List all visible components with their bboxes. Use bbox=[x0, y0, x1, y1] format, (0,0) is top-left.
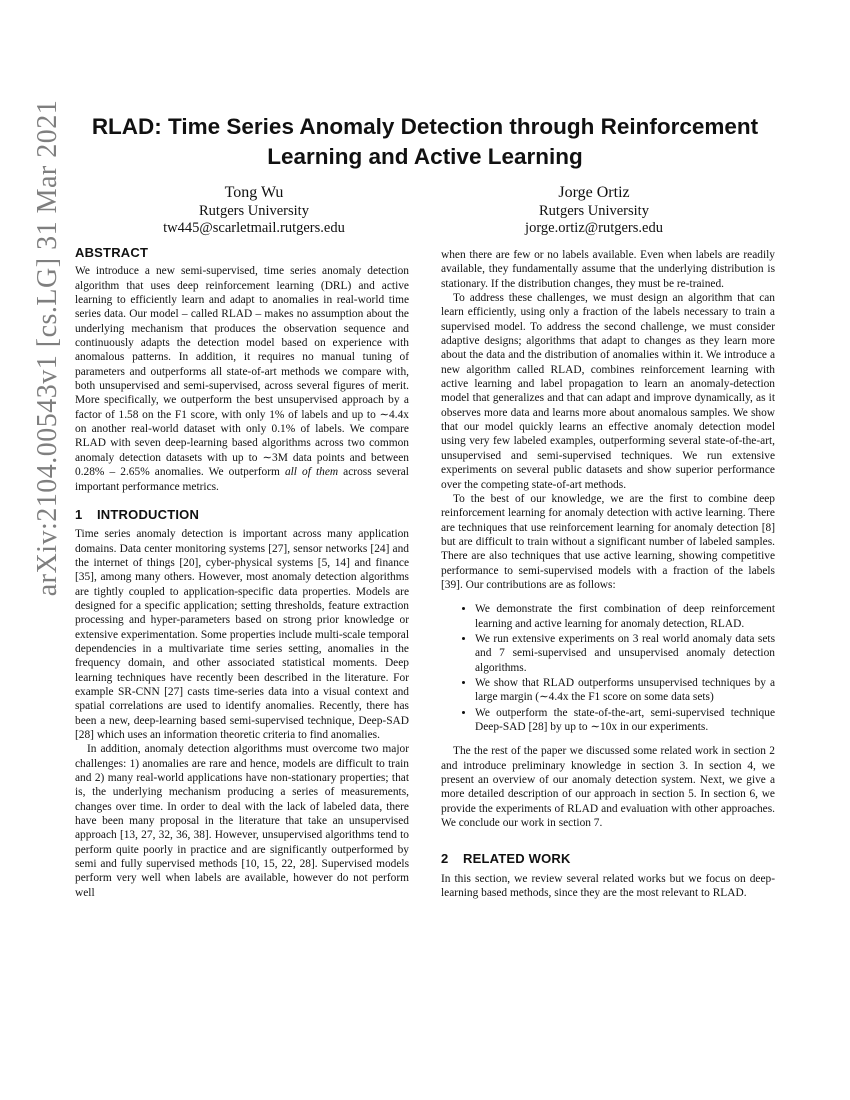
author-block-2 bbox=[444, 183, 744, 237]
introduction-heading bbox=[75, 508, 409, 522]
related-work-heading bbox=[441, 852, 775, 866]
list-item: • We show that RLAD outperforms unsupervised techniques by a large margin (∼4.4x the F1 score on some data sets) bbox=[475, 676, 775, 705]
author-name: Tong Wu bbox=[224, 184, 284, 201]
left-column bbox=[75, 246, 409, 900]
section-title: RELATED WORK bbox=[463, 851, 571, 867]
intro-paragraph-5: The the rest of the paper we discussed some related work in section 2 and introduce preliminary knowledge in section 3. In section 4, we present an overview of our anomaly detection system. Next, we give a more detailed description of our approach in section 5. In section 6, we provide the experiments of RLAD and evaluation with other approaches. We conclude our work in section 7. bbox=[441, 745, 775, 830]
contributions-list bbox=[441, 602, 775, 734]
abstract-text-end: across several important performance metrics. bbox=[75, 466, 409, 493]
abstract-text bbox=[75, 264, 409, 494]
title-line-2: Learning and Active Learning bbox=[267, 144, 583, 169]
intro-paragraph-3: To address these challenges, we must design an algorithm that can learn efficiently, using only a fraction of the labels necessary to train a supervised model. To address the second challenge, we must consider adaptive designs; algorithms that adapt to changes as they learn more about the data and the distribution of anomalies within it. We introduce a new algorithm called RLAD, combines reinforcement learning with active learning and label propagation to learn an anomaly-detection model that generalizes and that can adapt and improve dynamically, as it observes more data and learns more about anomalous samples. We show that our model quickly learns an effective anomaly detection model using very few labeled examples, outperforming several state-of-the-art, unsupervised and semi-supervised techniques. We run extensive experiments on several public datasets and show superior performance over the competing state-of-art methods. bbox=[441, 292, 775, 491]
author-email: jorge.ortiz@rutgers.edu bbox=[525, 220, 663, 236]
abstract-text-emphasis: all of them bbox=[284, 466, 339, 479]
paper-title bbox=[60, 112, 790, 172]
abstract-text-main: We introduce a new semi-supervised, time series anomaly detection algorithm that uses deep reinforcement learning (DRL) and active learning to efficiently learn and adapt to anomalies in real-world time series data. Our model – called RLAD – makes no assumption about the underlying mechanism that produces the observation sequence and continuously adapts the detection model based on experience with anomalous patterns. In addition, it requires no manual tuning of parameters and outperforms all state-of-art methods we compare with, both unsupervised and semi-supervised, across several figures of merit. More specifically, we outperform the best unsupervised approach by a factor of 1.58 on the F1 score, with only 1% of labels and up to ∼4.4x on another real-world dataset with only 0.1% of labels. We compare RLAD with seven deep-learning based algorithms across two common anomaly detection datasets with up to ∼3M data points and between 0.28% – 2.65% anomalies. We outperform bbox=[75, 265, 409, 479]
intro-paragraph-1: Time series anomaly detection is important across many application domains. Data center monitoring systems [27], sensor networks [24] and the internet of things [20], cyber-physical systems [5, 14] and finance [35], among many others. However, most anomaly detection algorithms are tightly coupled to application-specific data properties. Models are designed for a specific application; setting thresholds, feature extraction processing and hyper-parameters based on strong prior knowledge or extensive experimentation. Some properties include multi-scale temporal dependencies in a multivariate time series setting, anomalies in the frequency domain, and other associated statistical moments. Deep learning techniques have recently been described in the literature. For example SR-CNN [27] casts time-series data into a visual context and spatial correlations are used to identify anomalies. Recently, there has been a new, deep-learning based semi-supervised technique, Deep-SAD [28] which uses an information theoretic criteria to find anomalies. bbox=[75, 528, 409, 741]
section-number: 2 bbox=[441, 851, 449, 867]
right-column bbox=[441, 248, 775, 900]
intro-paragraph-2: In addition, anomaly detection algorithms must overcome two major challenges: 1) anomalies are rare and hence, models are difficult to train and 2) many real-world applications have non-stationary properties; that is, the underlying mechanism producing a series of measurements, changes over time. In order to deal with the lack of labeled data, there have been many proposal in the literature that take an unsupervised approach [13, 27, 32, 36, 38]. However, unsupervised algorithms tend to perform quite poorly in practice and are significantly outperformed by semi and fully supervised methods [10, 15, 22, 28]. Supervised models perform very well when labels are available, however do not perform well bbox=[75, 743, 409, 899]
intro-paragraph-4: To the best of our knowledge, we are the first to combine deep reinforcement learning for anomaly detection with active learning. There are techniques that use reinforcement learning for anomaly detection [8] but are difficult to train without a significant number of labeled samples. There are also techniques that use active learning, showing competitive performance to semi-supervised models with a fraction of the labels [39]. Our contributions are as follows: bbox=[441, 492, 775, 591]
author-affiliation: Rutgers University bbox=[539, 203, 649, 219]
abstract-heading: ABSTRACT bbox=[75, 245, 149, 260]
author-name: Jorge Ortiz bbox=[558, 184, 630, 201]
title-line-1: RLAD: Time Series Anomaly Detection through Reinforcement bbox=[91, 114, 759, 139]
list-item: • We outperform the state-of-the-art, semi-supervised technique Deep-SAD [28] by up to ∼10x in our experiments. bbox=[475, 706, 775, 735]
author-email: tw445@scarletmail.rutgers.edu bbox=[163, 220, 345, 236]
intro-paragraph-2-continued: when there are few or no labels available. Even when labels are readily available, they fundamentally assume that the underlying distribution is stationary. If the distribution changes, they must be re-trained. bbox=[441, 249, 775, 290]
section-title: INTRODUCTION bbox=[97, 506, 200, 522]
arxiv-identifier: arXiv:2104.00543v1 [cs.LG] 31 Mar 2021 bbox=[32, 99, 63, 597]
list-item: • We run extensive experiments on 3 real world anomaly data sets and 7 semi-supervised and unsupervised anomaly detection algorithms. bbox=[475, 632, 775, 675]
author-block-1 bbox=[104, 183, 404, 237]
author-affiliation: Rutgers University bbox=[199, 203, 309, 219]
section-number: 1 bbox=[75, 506, 83, 522]
list-item: • We demonstrate the first combination of deep reinforcement learning and active learning for anomaly detection, RLAD. bbox=[475, 602, 775, 631]
related-work-paragraph-1: In this section, we review several related works but we focus on deep-learning based methods, since they are the most relevant to RLAD. bbox=[441, 872, 775, 900]
